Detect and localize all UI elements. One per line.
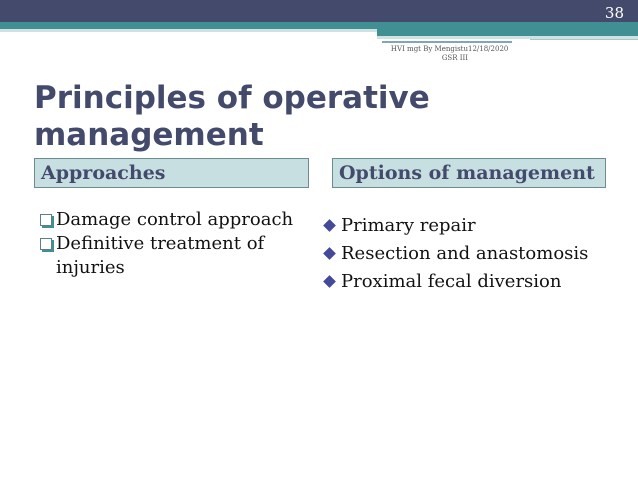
options-list <box>322 212 622 296</box>
footer-rule <box>382 41 512 43</box>
slide-title: Principles of operative management <box>34 80 430 153</box>
approaches-header: Approaches <box>34 158 309 188</box>
diamond-icon <box>323 219 336 232</box>
list-item <box>322 268 622 296</box>
footer-author: HVI mgt By Mengistu GSR III <box>390 45 468 62</box>
slide-number: 38 <box>604 4 624 22</box>
list-item <box>40 208 305 232</box>
accent-stripe-right <box>377 29 638 36</box>
footer-rule-right <box>530 39 638 40</box>
list-item <box>322 212 622 240</box>
list-item-text: Resection and anastomosis <box>341 243 589 264</box>
options-header: Options of management <box>332 158 606 188</box>
list-item-text: Damage control approach <box>56 209 294 230</box>
diamond-icon <box>323 247 336 260</box>
diamond-icon <box>323 275 336 288</box>
footer-date: 12/18/2020 <box>468 45 509 53</box>
list-item <box>40 232 305 280</box>
list-item-text: Primary repair <box>341 215 476 236</box>
checkbox-square-icon <box>40 214 52 226</box>
top-banner <box>0 0 638 22</box>
list-item <box>322 240 622 268</box>
light-stripe <box>0 29 377 32</box>
accent-stripe <box>0 22 638 29</box>
checkbox-square-icon <box>40 238 52 250</box>
approaches-list <box>40 208 305 280</box>
list-item-text: Definitive treatment of injuries <box>56 233 265 278</box>
list-item-text: Proximal fecal diversion <box>341 271 562 292</box>
